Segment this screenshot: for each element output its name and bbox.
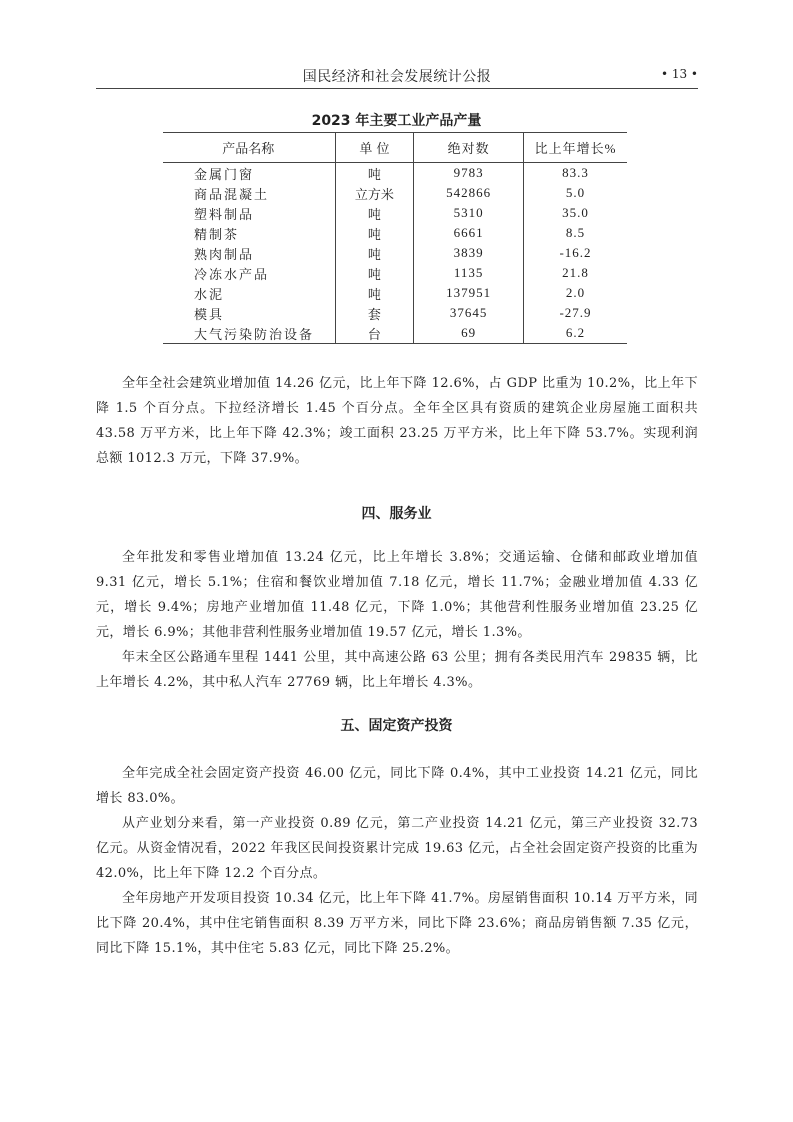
unit-cell: 台 <box>335 323 414 344</box>
unit-cell: 吨 <box>335 243 414 263</box>
growth-cell: -27.9 <box>524 303 628 323</box>
product-name-cell: 大气污染防治设备 <box>163 323 335 344</box>
header-title: 国民经济和社会发展统计公报 <box>302 69 492 85</box>
product-name-cell: 水泥 <box>194 287 225 303</box>
absolute-value-cell: 542866 <box>414 183 524 203</box>
unit-cell: 立方米 <box>335 183 414 203</box>
growth-cell: 83.3 <box>524 163 628 184</box>
industrial-output-table <box>163 132 627 344</box>
section-heading-services: 四、服务业 <box>361 506 432 522</box>
table-row <box>163 243 627 263</box>
table-row <box>163 283 627 303</box>
paragraph-investment-3: 全年房地产开发项目投资 10.34 亿元，比上年下降 41.7%。房屋销售面积 10.14 万平方米，同比下降 20.4%，其中住宅销售面积 8.39 万平方米，同比下降 23.6%；商品房销售额 7.35 亿元，同比下降 15.1%，其中住宅 5.83 亿元，同比下降 25.2%。 <box>96 891 698 956</box>
absolute-value-cell: 137951 <box>414 283 524 303</box>
paragraph-investment-1: 全年完成全社会固定资产投资 46.00 亿元，同比下降 0.4%，其中工业投资 14.21 亿元，同比增长 83.0%。 <box>96 766 698 806</box>
absolute-value-cell: 3839 <box>414 243 524 263</box>
growth-cell: 21.8 <box>524 263 628 283</box>
product-name-cell: 塑料制品 <box>194 207 255 223</box>
table-row <box>163 183 627 203</box>
product-name-cell: 熟肉制品 <box>194 247 255 263</box>
table-row <box>163 163 627 184</box>
unit-cell: 套 <box>335 303 414 323</box>
growth-cell: 6.2 <box>524 323 628 344</box>
section-heading-investment: 五、固定资产投资 <box>340 718 453 734</box>
col-header-value: 绝对数 <box>414 133 524 163</box>
table-row <box>163 323 627 344</box>
paragraph-services-1: 全年批发和零售业增加值 13.24 亿元，比上年增长 3.8%；交通运输、仓储和邮政业增加值 9.31 亿元，增长 5.1%；住宿和餐饮业增加值 7.18 亿元，增长 11.7%；金融业增加值 4.33 亿元，增长 9.4%；房地产业增加值 11.48 亿元，下降 1.0%；其他营利性服务业增加值 23.25 亿元，增长 6.9%；其他非营利性服务业增加值 19.57 亿元，增长 1.3%。 <box>96 550 698 640</box>
paragraph-investment-2: 从产业划分来看，第一产业投资 0.89 亿元，第二产业投资 14.21 亿元，第三产业投资 32.73 亿元。从资金情况看，2022 年我区民间投资累计完成 19.63 亿元，占全社会固定资产投资的比重为 42.0%，比上年下降 12.2 个百分点。 <box>96 816 698 881</box>
growth-cell: 2.0 <box>524 283 628 303</box>
absolute-value-cell: 69 <box>414 323 524 344</box>
page-number: • 13 • <box>660 67 698 81</box>
table-row <box>163 263 627 283</box>
product-name-cell: 冷冻水产品 <box>194 267 270 283</box>
unit-cell: 吨 <box>335 223 414 243</box>
product-name-cell: 商品混凝土 <box>194 187 270 203</box>
growth-cell: 5.0 <box>524 183 628 203</box>
growth-cell: 35.0 <box>524 203 628 223</box>
table-row <box>163 223 627 243</box>
product-name-cell: 金属门窗 <box>194 167 255 183</box>
table-row <box>163 203 627 223</box>
col-header-unit: 单 位 <box>335 133 414 163</box>
absolute-value-cell: 1135 <box>414 263 524 283</box>
unit-cell: 吨 <box>335 283 414 303</box>
absolute-value-cell: 37645 <box>414 303 524 323</box>
col-header-name: 产品名称 <box>163 133 335 163</box>
unit-cell: 吨 <box>335 163 414 184</box>
paragraph-services-2: 年末全区公路通车里程 1441 公里，其中高速公路 63 公里；拥有各类民用汽车 29835 辆，比上年增长 4.2%，其中私人汽车 27769 辆，比上年增长 4.3%。 <box>96 650 698 690</box>
col-header-growth: 比上年增长% <box>524 133 628 163</box>
paragraph-construction: 全年全社会建筑业增加值 14.26 亿元，比上年下降 12.6%，占 GDP 比重为 10.2%，比上年下降 1.5 个百分点。下拉经济增长 1.45 个百分点。全年全区具有资质的建筑企业房屋施工面积共 43.58 万平方米，比上年下降 42.3%；竣工面积 23.25 万平方米，比上年下降 53.7%。实现利润总额 1012.3 万元，下降 37.9%。 <box>96 376 698 466</box>
absolute-value-cell: 5310 <box>414 203 524 223</box>
unit-cell: 吨 <box>335 203 414 223</box>
absolute-value-cell: 6661 <box>414 223 524 243</box>
table-title: 2023 年主要工业产品产量 <box>311 113 482 129</box>
growth-cell: 8.5 <box>524 223 628 243</box>
unit-cell: 吨 <box>335 263 414 283</box>
growth-cell: -16.2 <box>524 243 628 263</box>
table-row <box>163 303 627 323</box>
product-name-cell: 精制茶 <box>194 227 240 243</box>
absolute-value-cell: 9783 <box>414 163 524 184</box>
table-header-row <box>163 133 627 163</box>
page-header <box>96 66 698 89</box>
product-name-cell: 模具 <box>194 307 225 323</box>
